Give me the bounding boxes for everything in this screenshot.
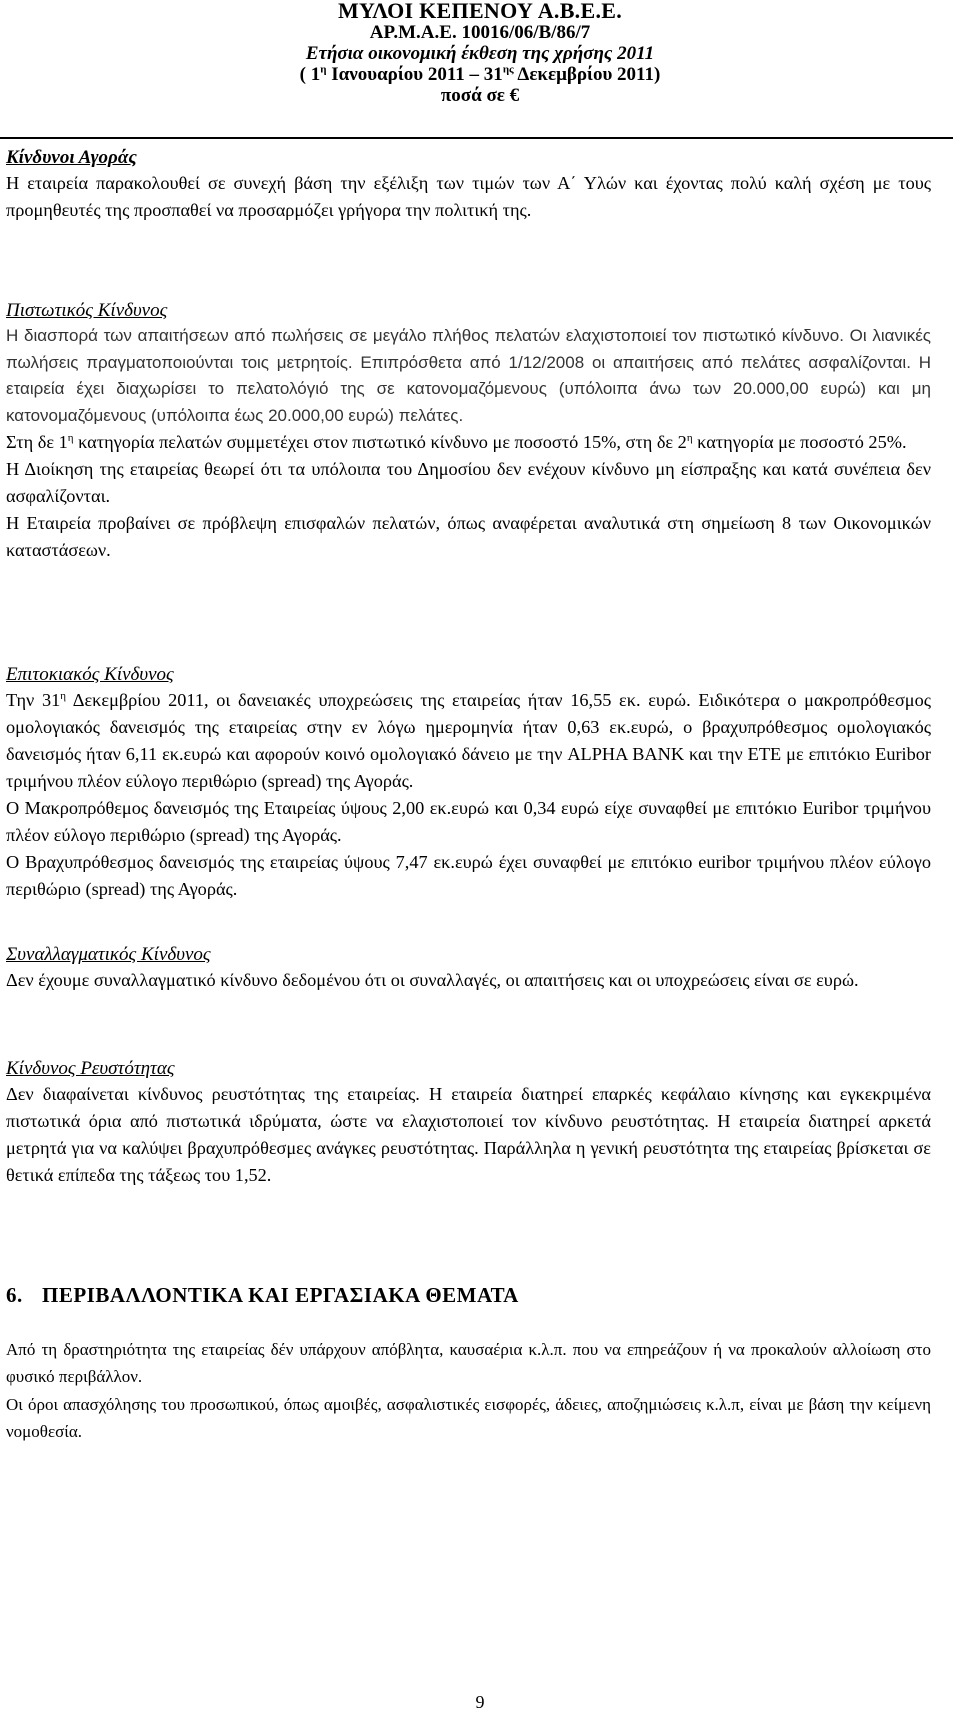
section-6-number: 6.: [6, 1283, 23, 1307]
currency-note: ποσά σε €: [440, 85, 520, 106]
page-number: 9: [475, 1692, 485, 1712]
document-header: [0, 0, 960, 106]
market-risk-section: [6, 146, 931, 224]
section-6-paragraph-2: Οι όροι απασχόλησης του προσωπικού, όπως αμοιβές, ασφαλιστικές εισφορές, άδειες, αποζημιώσεις κ.λ.π, είναι με βάση την κείμενη νομοθεσία.: [6, 1395, 931, 1441]
credit-risk-paragraph-3: Η Διοίκηση της εταιρείας θεωρεί ότι τα υπόλοιπα του Δημοσίου δεν ενέχουν κίνδυνο μη είσπραξης και κατά συνέπεια δεν ασφαλίζονται.: [6, 459, 931, 506]
report-title: Ετήσια οικονομική έκθεση της χρήσης 2011: [305, 43, 655, 64]
section-6-paragraph-1: Από τη δραστηριότητα της εταιρείας δέν υπάρχουν απόβλητα, καυσαέρια κ.λ.π. που να επηρεάζουν ή να προκαλούν αλλοίωση στο φυσικό περιβάλλον.: [6, 1340, 931, 1386]
interest-risk-heading: Επιτοκιακός Κίνδυνος: [6, 664, 174, 685]
credit-risk-paragraph-1: Η διασπορά των απαιτήσεων από πωλήσεις σε μεγάλο πλήθος πελατών ελαχιστοποιεί τον πιστωτικό κίνδυνο. Οι λιανικές πωλήσεις πραγματοποιούνται τοις μετρητοίς. Επιπρόσθετα από 1/12/2008 οι απαιτήσεις από πελάτες ασφαλίζονται. Η εταιρεία έχει διαχωρίσει το πελατολόγιό της σε κατονομαζόμενους (υπόλοιπα άνω των 20.000,00 ευρώ) και μη κατονομαζόμενους (υπόλοιπα έως 20.000,00 ευρώ) πελάτες.: [6, 326, 931, 425]
section-6-title: [6, 1283, 519, 1308]
market-risk-text: Η εταιρεία παρακολουθεί σε συνεχή βάση την εξέλιξη των τιμών των Α΄ Υλών και έχοντας πολύ καλή σχέση με τους προμηθευτές της προσπαθεί να προσαρμόζει γρήγορα την πολιτική της.: [6, 173, 931, 220]
liquidity-risk-section: [6, 1057, 931, 1189]
interest-risk-paragraph-2: Ο Μακροπρόθεμος δανεισμός της Εταιρείας ύψους 2,00 εκ.ευρώ και 0,34 ευρώ είχε συναφθεί με επιτόκιο Euribor τριμήνου πλέον εύλογο περιθώριο (spread) της Αγοράς.: [6, 798, 931, 845]
market-risk-heading: Κίνδυνοι Αγοράς: [6, 147, 137, 168]
report-period: ( $1^\eta$ Ιανουαρίου $2011 - 31^{\eta\varsigma}$ Δεκεμβρίου 2011): [299, 63, 661, 85]
credit-risk-section: [6, 299, 931, 564]
liquidity-risk-text: Δεν διαφαίνεται κίνδυνος ρευστότητας της εταιρείας. Η εταιρεία διατηρεί επαρκές κεφάλαιο κίνησης και εγκεκριμένα πιστωτικά όρια από πιστωτικά ιδρύματα, ώστε να ελαχιστοποιεί τον κίνδυνο ρευστότητας. Η εταιρεία διατηρεί αρκετά μετρητά για να καλύψει βραχυπρόθεσμες ανάγκες ρευστότητας. Παράλληλα η γενική ρευστότητα της εταιρείας βρίσκεται σε θετικά επίπεδα της τάξεως του 1,52.: [6, 1084, 931, 1185]
section-6-body: [6, 1337, 931, 1445]
fx-risk-section: [6, 943, 931, 994]
credit-risk-paragraph-2: Στη δε $1^\eta$ κατηγορία πελατών συμμετέχει στον πιστωτικό κίνδυνο με ποσοστό 15%, στη δε $2^\eta$ κατηγορία με ποσοστό 25%.: [6, 431, 907, 452]
credit-risk-heading: Πιστωτικός Κίνδυνος: [6, 300, 168, 321]
company-name: ΜΥΛΟΙ ΚΕΠΕΝΟΥ Α.Β.Ε.Ε.: [337, 0, 623, 23]
interest-risk-section: [6, 663, 931, 903]
interest-risk-paragraph-1: Την $31^\eta$ Δεκεμβρίου 2011, οι δανειακές υποχρεώσεις της εταιρείας ήταν 16,55 εκ. ευρώ. Ειδικότερα ο μακροπρόθεσμος ομολογιακός δανεισμός της εταιρείας στην εν λόγω ημερομηνία ήταν 0,63 εκ.ευρώ, ο βραχυπρόθεσμος ομολογιακός δανεισμός ήταν 6,11 εκ.ευρώ και αφορούν κοινό ομολογιακό δάνειο με την ALPHA BANK και την ΕΤΕ με επιτόκιο Euribor τριμήνου πλέον εύλογο περιθώριο (spread) της Αγοράς.: [6, 689, 931, 791]
section-6-heading: ΠΕΡΙΒΑΛΛΟΝΤΙΚΑ ΚΑΙ ΕΡΓΑΣΙΑΚΑ ΘΕΜΑΤΑ: [42, 1283, 519, 1307]
fx-risk-heading: Συναλλαγματικός Κίνδυνος: [6, 944, 211, 965]
interest-risk-paragraph-3: Ο Βραχυπρόθεσμος δανεισμός της εταιρείας ύψους 7,47 εκ.ευρώ έχει συναφθεί με επιτόκιο euribor τριμήνου πλέον εύλογο περιθώριο (spread) της Αγοράς.: [6, 852, 931, 899]
fx-risk-text: Δεν έχουμε συναλλαγματικό κίνδυνο δεδομένου ότι οι συναλλαγές, οι απαιτήσεις και οι υποχρεώσεις είναι σε ευρώ.: [6, 970, 859, 990]
credit-risk-paragraph-4: Η Εταιρεία προβαίνει σε πρόβλεψη επισφαλών πελατών, όπως αναφέρεται αναλυτικά στη σημείωση 8 των Οικονομικών καταστάσεων.: [6, 513, 931, 560]
registry-number: ΑΡ.Μ.Α.Ε. 10016/06/Β/86/7: [369, 22, 591, 43]
header-divider: [0, 137, 953, 139]
liquidity-risk-heading: Κίνδυνος Ρευστότητας: [6, 1058, 175, 1079]
